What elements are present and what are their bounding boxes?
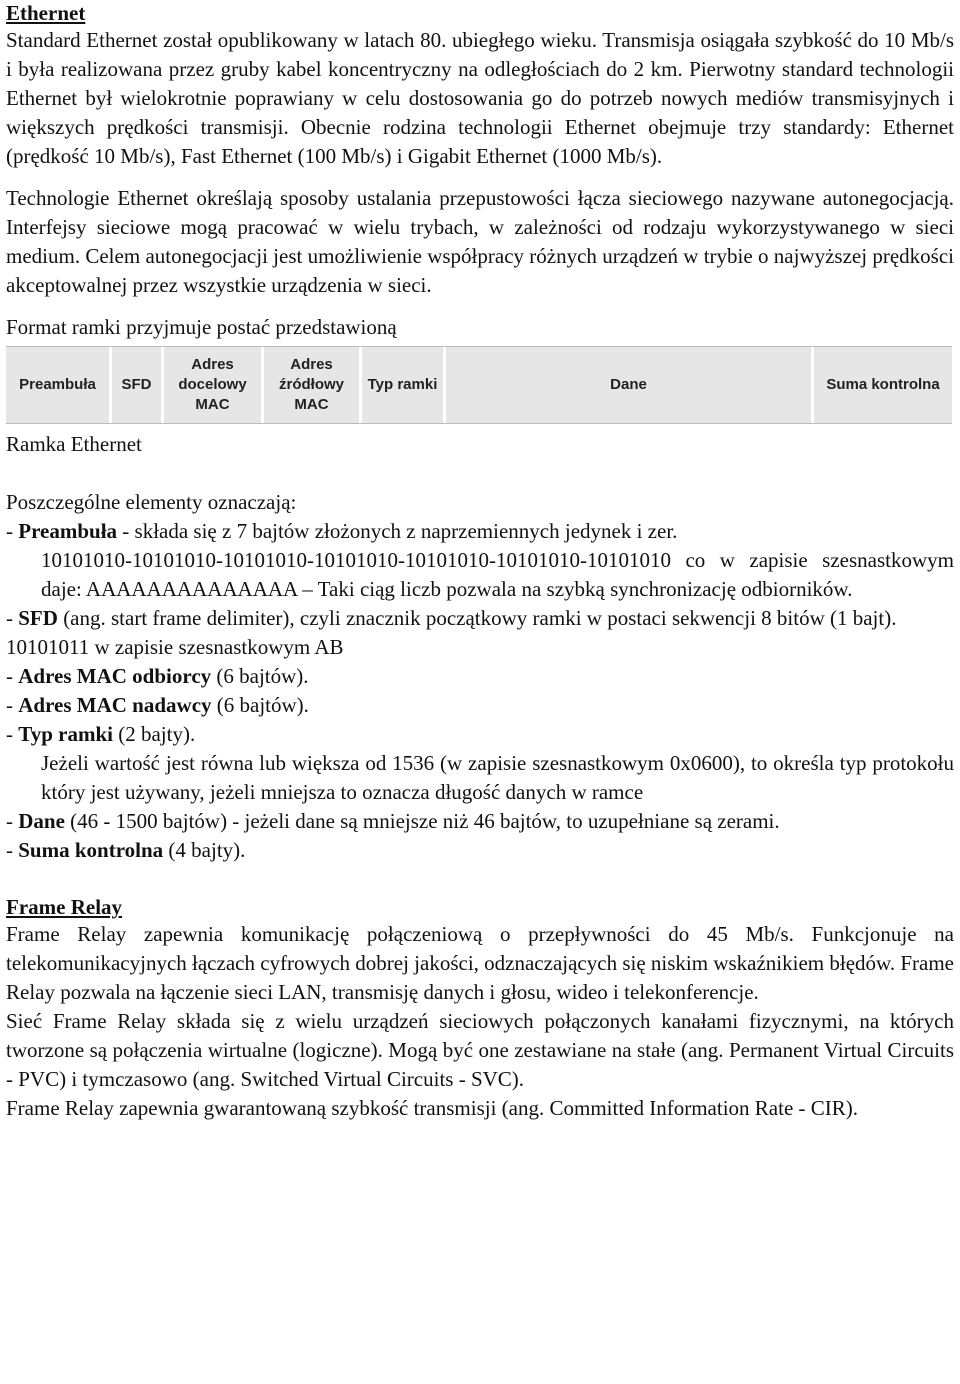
item-text-type: (2 bajty). — [112, 722, 196, 746]
item-term-checksum: Suma kontrolna — [18, 838, 164, 862]
item-preamble — [6, 517, 954, 546]
item-text-preamble: - składa się z 7 bajtów złożonych z naprzemiennych jedynek i zer. — [117, 519, 678, 543]
item-term-type: Typ ramki — [18, 722, 113, 746]
frame-caption: Ramka Ethernet — [6, 432, 142, 456]
ethernet-frame-diagram — [6, 346, 952, 424]
frame-field-preamble: Preambuła — [6, 347, 112, 423]
frame-field-source-mac: Adres źródłowy MAC — [264, 347, 362, 423]
item-detail-preamble: 10101010-10101010-10101010-10101010-10101010-10101010-10101010 co w zapisie szesnastkowym daje: AAAAAAAAAAAAAA – Taki ciąg liczb pozwala na szybką synchronizację odbiorników. — [41, 548, 954, 601]
item-type — [6, 720, 954, 749]
item-destination-mac — [6, 662, 954, 691]
frame-intro: Format ramki przyjmuje postać przedstawioną — [6, 315, 397, 339]
item-dash: - — [6, 838, 19, 862]
item-term-preamble: Preambuła — [18, 519, 118, 543]
item-detail-type: Jeżeli wartość jest równa lub większa od 1536 (w zapisie szesnastkowym 0x0600), to określa typ protokołu który jest używany, jeżeli mniejsza to oznacza długość danych w ramce — [41, 751, 954, 804]
frame-field-sfd: SFD — [112, 347, 164, 423]
item-term-sfd: SFD — [18, 606, 58, 630]
item-text-checksum: (4 bajty). — [163, 838, 246, 862]
item-term-source-mac: Adres MAC nadawcy — [18, 693, 212, 717]
frame-field-data: Dane — [446, 347, 814, 423]
item-dash: - — [6, 722, 19, 746]
frame-field-destination-mac: Adres docelowy MAC — [164, 347, 264, 423]
frame-relay-heading: Frame Relay — [6, 895, 123, 919]
frame-relay-paragraph-3: Frame Relay zapewnia gwarantowaną szybkość transmisji (ang. Committed Information Rate - CIR). — [6, 1096, 859, 1120]
item-dash: - — [6, 664, 19, 688]
item-checksum — [6, 836, 954, 865]
item-data — [6, 807, 954, 836]
item-sfd-value: 10101011 w zapisie szesnastkowym AB — [6, 635, 344, 659]
item-text-sfd: (ang. start frame delimiter), czyli znacznik początkowy ramki w postaci sekwencji 8 bitów (1 bajt). — [57, 606, 897, 630]
item-text-source-mac: (6 bajtów). — [211, 693, 309, 717]
item-dash: - — [6, 606, 19, 630]
elements-intro: Poszczególne elementy oznaczają: — [6, 490, 297, 514]
frame-field-checksum: Suma kontrolna — [826, 376, 940, 393]
item-term-destination-mac: Adres MAC odbiorcy — [18, 664, 212, 688]
frame-relay-paragraph-1: Frame Relay zapewnia komunikację połączeniową o przepływności do 45 Mb/s. Funkcjonuje na telekomunikacyjnych łączach cyfrowych dobrej jakości, odznaczających się niskim wskaźnikiem błędów. Frame Relay pozwala na łączenie sieci LAN, transmisję danych i głosu, wideo i telekonferencje. — [6, 922, 954, 1004]
item-dash: - — [6, 809, 19, 833]
frame-field-type: Typ ramki — [362, 347, 446, 423]
item-source-mac — [6, 691, 954, 720]
item-sfd — [6, 604, 954, 633]
item-text-destination-mac: (6 bajtów). — [211, 664, 309, 688]
item-text-data: (46 - 1500 bajtów) - jeżeli dane są mniejsze niż 46 bajtów, to uzupełniane są zerami. — [64, 809, 780, 833]
item-dash: - — [6, 519, 19, 543]
frame-relay-paragraph-2: Sieć Frame Relay składa się z wielu urządzeń sieciowych połączonych kanałami fizycznymi, na których tworzone są połączenia wirtualne (logiczne). Mogą być one zestawiane na stałe (ang. Permanent Virtual Circuits - PVC) i tymczasowo (ang. Switched Virtual Circuits - SVC). — [6, 1009, 954, 1091]
item-dash: - — [6, 693, 19, 717]
ethernet-paragraph-1: Standard Ethernet został opublikowany w latach 80. ubiegłego wieku. Transmisja osiągała szybkość do 10 Mb/s i była realizowana przez gruby kabel koncentryczny na odległościach do 2 km. Pierwotny standard technologii Ethernet był wielokrotnie poprawiany w celu dostosowania go do potrzeb nowych mediów transmisyjnych i większych prędkości transmisji. Obecnie rodzina technologii Ethernet obejmuje trzy standardy: Ethernet (prędkość 10 Mb/s), Fast Ethernet (100 Mb/s) i Gigabit Ethernet (1000 Mb/s). — [6, 28, 954, 168]
item-term-data: Dane — [18, 809, 65, 833]
ethernet-paragraph-2: Technologie Ethernet określają sposoby ustalania przepustowości łącza sieciowego nazywane autonegocjacją. Interfejsy sieciowe mogą pracować w wielu trybach, w zależności od rodzaju wykorzystywanego w sieci medium. Celem autonegocjacji jest umożliwienie współpracy różnych urządzeń w trybie o najwyższej prędkości akceptowalnej przez wszystkie urządzenia w sieci. — [6, 186, 954, 297]
ethernet-heading: Ethernet — [6, 1, 86, 25]
document-page — [6, 0, 954, 1123]
